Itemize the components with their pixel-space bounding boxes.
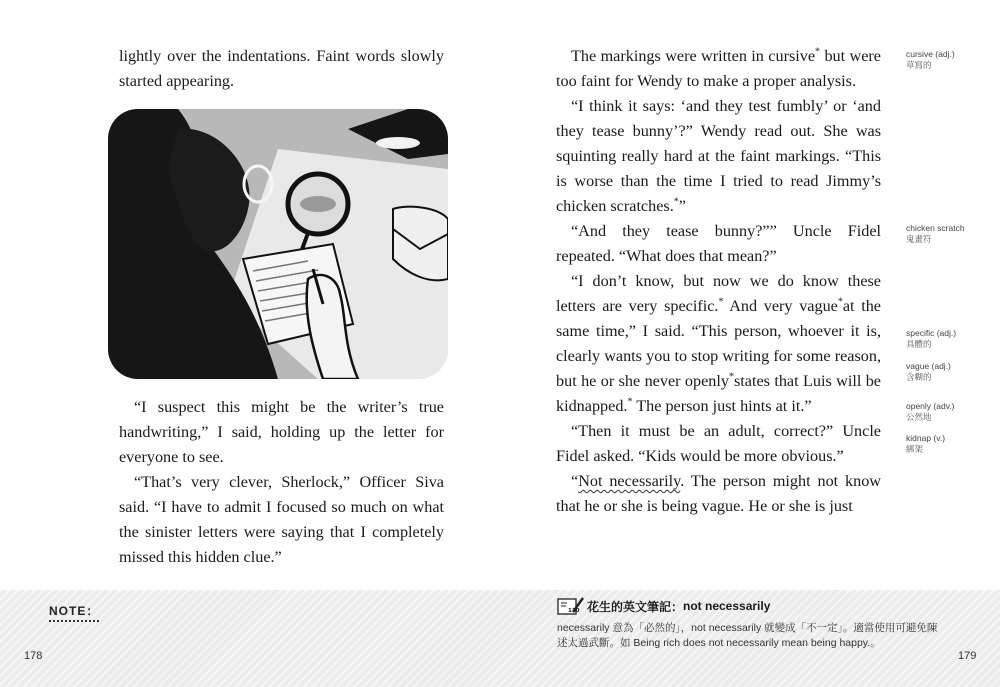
footer-note-band: [0, 590, 1000, 687]
glossary-entry-chicken-scratch: [906, 223, 965, 245]
text-run: The markings were written in cursive: [571, 47, 816, 65]
glossary-marker: *: [718, 296, 724, 308]
glossary-marker: *: [673, 196, 679, 208]
notebook-title-zh: 花生的英文筆記：: [587, 599, 684, 614]
right-page: [500, 0, 1000, 590]
glossary-translation: 綁架: [906, 444, 924, 454]
glossary-translation: 草寫的: [906, 60, 932, 70]
left-top-paragraph: [119, 44, 444, 94]
notebook-title: [557, 595, 942, 617]
glossary-entry-specific: [906, 328, 956, 350]
glossary-entry-kidnap: [906, 433, 945, 455]
text-run: And very vague: [723, 297, 838, 315]
text-run: The person just hints at it.”: [632, 397, 812, 415]
text-run: ”: [678, 197, 686, 215]
glossary-marker: *: [627, 396, 633, 408]
page-number-left: 178: [24, 650, 43, 662]
text-paragraph: [556, 469, 881, 519]
text-run: “: [571, 472, 579, 490]
detective-illustration: [108, 109, 448, 379]
highlighted-phrase: Not necessarily: [578, 472, 681, 490]
text-run: states that Luis will be kidnapped.: [556, 372, 881, 415]
page-number-right: 179: [958, 650, 977, 662]
text-paragraph: “And they tease bunny?”” Uncle Fidel repeated. “What does that mean?”: [556, 222, 881, 265]
notebook-title-en: not necessarily: [683, 599, 771, 613]
text-paragraph: lightly over the indentations. Faint words slowly started appearing.: [119, 47, 444, 90]
glossary-entry-cursive: [906, 49, 955, 71]
right-paragraphs: [556, 44, 881, 519]
glossary-term: cursive (adj.): [906, 49, 955, 59]
glossary-term: chicken scratch: [906, 223, 965, 233]
glossary-marker: *: [728, 371, 734, 383]
glossary-translation: 含糊的: [906, 372, 932, 382]
text-run: at the same time,” I said. “This person, whoever it is, clearly wants you to stop writing for some reason, but he or she never openly: [556, 297, 881, 390]
pen-notebook-icon: [557, 596, 585, 616]
note-label: NOTE：: [49, 602, 99, 622]
glossary-translation: 鬼畫符: [906, 234, 932, 244]
glossary-term: openly (adv.): [906, 401, 955, 411]
glossary-marker: *: [815, 46, 821, 58]
text-run: “I think it says: ‘and they test fumbly’ or ‘and they tease bunny’?” Wendy read out. She was squinting really hard at the faint markings. “This is worse than the time I tried to read Jimmy’s chicken scratches.: [556, 97, 881, 215]
glossary-translation: 具體的: [906, 339, 932, 349]
notebook-box: [557, 595, 942, 651]
text-paragraph: [556, 269, 881, 419]
glossary-term: specific (adj.): [906, 328, 957, 338]
left-bottom-paragraphs: [119, 395, 444, 570]
text-paragraph: “I suspect this might be the writer’s true handwriting,” I said, holding up the letter for everyone to see.: [119, 398, 444, 466]
glossary-translation: 公然地: [906, 412, 932, 422]
text-run: . The person might not know that he or she is being vague. He or she is just: [556, 472, 881, 515]
glossary-term: kidnap (v.): [906, 433, 946, 443]
text-run: but were too faint for Wendy to make a proper analysis.: [556, 47, 881, 90]
glossary-entry-openly: [906, 401, 955, 423]
pen-badge-number: 110: [568, 608, 580, 614]
text-run: “I don’t know, but now we do know these letters are very specific.: [556, 272, 881, 315]
text-paragraph: [556, 94, 881, 219]
glossary-marker: *: [837, 296, 843, 308]
left-page: [0, 0, 500, 590]
glossary-term: vague (adj.): [906, 361, 951, 371]
text-paragraph: “That’s very clever, Sherlock,” Officer Siva said. “I have to admit I focused so much on what the sinister letters were saying that I completely missed this hidden clue.”: [119, 473, 444, 566]
notebook-body: necessarily 意為「必然的」，not necessarily 就變成「不一定」。適當使用可避免陳述太過武斷。如 Being rich does not necessarily mean being happy.。: [557, 622, 938, 649]
glossary-entry-vague: [906, 361, 951, 383]
text-paragraph: [556, 44, 881, 94]
text-paragraph: “Then it must be an adult, correct?” Uncle Fidel asked. “Kids would be more obvious.”: [556, 422, 881, 465]
